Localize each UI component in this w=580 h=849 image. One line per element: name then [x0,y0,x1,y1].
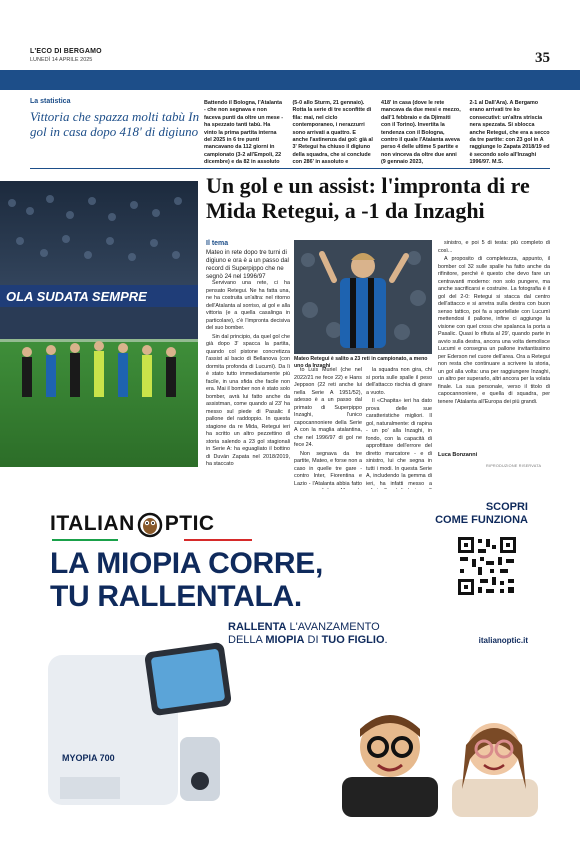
divider [30,168,550,169]
ad-headline-line: TU RALLENTALA. [50,580,302,613]
myopia-device-image [30,627,240,817]
teaser-text: Mateo in rete dopo tre turni di digiuno e ora è a un passo dal record di Superpippo che ne segnò 24 nel 1996/97 [206,249,289,280]
rights-notice: RIPRODUZIONE RISERVATA [486,464,542,468]
player-photo-art [294,240,432,354]
ad-cta[interactable] [435,501,528,527]
article-column-1 [206,280,290,468]
paragraph: A proposito di completezza, appunto, il bomber col 32 sulle spalle ha fatto anche da rifinitore, perché è questo che devo fare un centravanti moderno: non solo pungere, ma anche sacrificarsi e costruire. La fotografia è il gol del 2-0: Retegui si stacca dal centro dell'attacco e si arretra sulla destra con buon senso tattico, poi fa a sportellate con Lucumì mettendosi il pallone, infine ci aggiunge la visione con quel cross che spalanca la porta a Pasalic. Quasi lo rifiuta al 29', quando parte in avvio sulla destra, ancora una volta demolisce Lucumì e consegna un pallone invitantissimo per Ederson nel cuore dell'area. Ora a Retegui non resta che continuare a scrivere la storia, un gol alla volta: una per raggiungere Inzaghi, un altro per superarlo, altri ancora per la volata finale. La sua personale, verso il titolo di capocannoniere, e quella di squadra, per tenere l'Atalanta all'Europa dei più grandi. [438,256,550,405]
cta-line: SCOPRI [485,501,528,513]
subtext-plain: DELLA [228,634,266,646]
stadium-photo [0,181,198,467]
subtext-plain: DI [304,634,322,646]
teaser-label: Il tema [206,240,229,247]
tricolor-stripe [52,539,252,541]
article-headline: Un gol e un assist: l'impronta di re Mida Retegui, a -1 da Inzaghi [206,173,530,223]
issue-date: LUNEDÌ 14 APRILE 2025 [30,57,93,63]
page-header [30,48,550,70]
subtext-line-1 [228,621,388,634]
subtext-plain: . [384,634,388,646]
paragraph: to Luis Muriel (che nel 2022/21 ne fece 22) e Hans Jeppson (22 reti anche lui nella Serie A 1951/52), adesso è a un passo dal primato di Superpippo Inzaghi, l'unico capocannoniere della Serie A con la maglia atalantina, che nel 1996/97 di gol ne fece 24. [294,367,362,448]
stat-label: La statistica [30,98,71,105]
player-photo [294,240,432,354]
paragraph: la squadra non gira, chi si porta sulle spalle il peso dell'attacco rischia di girare a vuoto. [366,367,432,396]
ad-subtext [228,621,388,647]
photo-caption: Mateo Retegui è salito a 23 reti in campionato, a meno uno da Inzaghi [294,356,428,369]
device-label: MYOPIA 700 [62,753,115,763]
ad-url[interactable]: italianoptic.it [478,636,528,645]
subtext-plain: L'AVANZAMENTO [286,621,380,633]
subtext-line-2 [228,634,388,647]
ad-headline-line: LA MIOPIA CORRE, [50,547,323,580]
subtext-strong: RALLENTA [228,621,287,633]
stat-column: 418' in casa (dove le rete mancava da due mesi e mezzo, dall'1 febbraio e da Djimsiti con il Torino). Invertita la tendenza con il Bologna, contro il quale l'Atalanta aveva perso 4 delle ultime 5 partite e non vinceva da oltre due anni (9 gennaio 2023, [381,100,461,166]
stat-column: (5-0 allo Sturm, 21 gennaio). Rotta la serie di tre sconfitte di fila: mai, nel ciclo contemporaneo, i nerazzurri sono arrivati a quattro. E anche l'astinenza dai gol: già al 3' Retegui ha chiuso il digiuno della squadra, che si conclude con 286' in assoluto e [292,100,373,166]
article-column-2 [294,367,362,487]
stadium-banner: OLA SUDATA SEMPRE [6,289,147,304]
paragraph: Servivano una rete, ci ha pensato Retegui. Ne ha fatta una, ne ha costruita un'altra: nel ritorno dell'Atalanta al sorriso, al gol e alla vittoria (e a quella casalinga in particolare), c'è l'impronta decisiva del suo bomber. [206,280,290,331]
brand-text-right: PTIC [164,512,215,535]
brand-text-left: ITALIAN [50,512,135,535]
section-bar [0,70,580,90]
stat-column: Battendo il Bologna, l'Atalanta - che non segnava e non faceva punti da oltre un mese - ha spezzato tanti tabù. Ha vinto la prima partita interna del 2025 in 6 tre punti mancavano da 112 giorni in campionato (3-2 all'Empoli, 22 dicembre) e da 82 in assoluto [204,100,284,166]
owl-logo-icon [137,511,163,537]
cta-line: COME FUNZIONA [435,514,528,526]
article-column-3 [366,367,432,487]
article-column-4 [438,240,550,450]
stat-text-columns [204,100,550,166]
subtext-strong: MIOPIA [265,634,305,646]
advertisement[interactable] [30,489,550,817]
page-number: 35 [535,50,550,66]
stadium-photo-art [0,181,198,467]
qr-code-icon[interactable] [456,535,518,597]
ad-brand [50,511,215,537]
paragraph: Non segnava da tre partite, Mateo, e forse non a caso in quelle tre gare - contro Inter, Fiorentina e Lazio - l'Atalanta abbia fatto [294,450,362,487]
teaser-box [206,240,290,281]
ad-headline [50,547,323,613]
stat-title: Vittoria che spazza molti tabù In gol in casa dopo 418' di digiuno [30,109,200,139]
paragraph: sinistro, e poi 5 di testa: più completo di così... [438,240,550,254]
paragraph: Sin dal principio, da quel gol che già dopo 3' spacca la partita, quando col pistone concretizza l'assist al bacio di Bellanova (con dormita profonda di Lucumì). Da lì è stato tutto immediatamente più facile, in una sfida che facile non era. Mai il bomber non è stato solo bomber, avrà lui fatto anche da assistman, come quando al 23' ha messo sul piede di Pasalic il pallone del raddoppio. In questa stagione da re Mida, Retegui ieri ha scritto un altro pezzettino di storia salendo a 23 gol stagionali in Serie A: ha eguagliato il bottino di Duván Zapata nel 2018/2019, ha staccato [206,333,290,467]
stat-box [30,98,210,139]
subtext-strong: TUO FIGLIO [321,634,385,646]
author-signature: Luca Bonzanni [438,452,478,458]
children-image [298,689,550,817]
paragraph: Il «Chapita» ieri ha dato prova delle sue caratteristiche migliori. Il gol, naturalmente: di rapina - un po' alla Inzaghi, in fondo, con la capacità di approfittare dell'errore del diretto marcatore - e di sinistro, lui che segna in tutti i modi. In questa Serie A, includendo la gemma di ieri, ha infatti messo a [366,398,432,487]
newspaper-name: L'ECO DI BERGAMO [30,48,102,55]
stat-column: 2-1 al Dall'Ara). A Bergamo erano arrivati tre ko consecutivi: un'altra striscia nera spezzata. Si sblocca anche Retegui, che era a secco da tre partite: con 23 gol in A raggiunge lo Zapata 2018/19 ed è secondo solo all'Inzaghi 1996/97. M.S. [469,100,550,166]
